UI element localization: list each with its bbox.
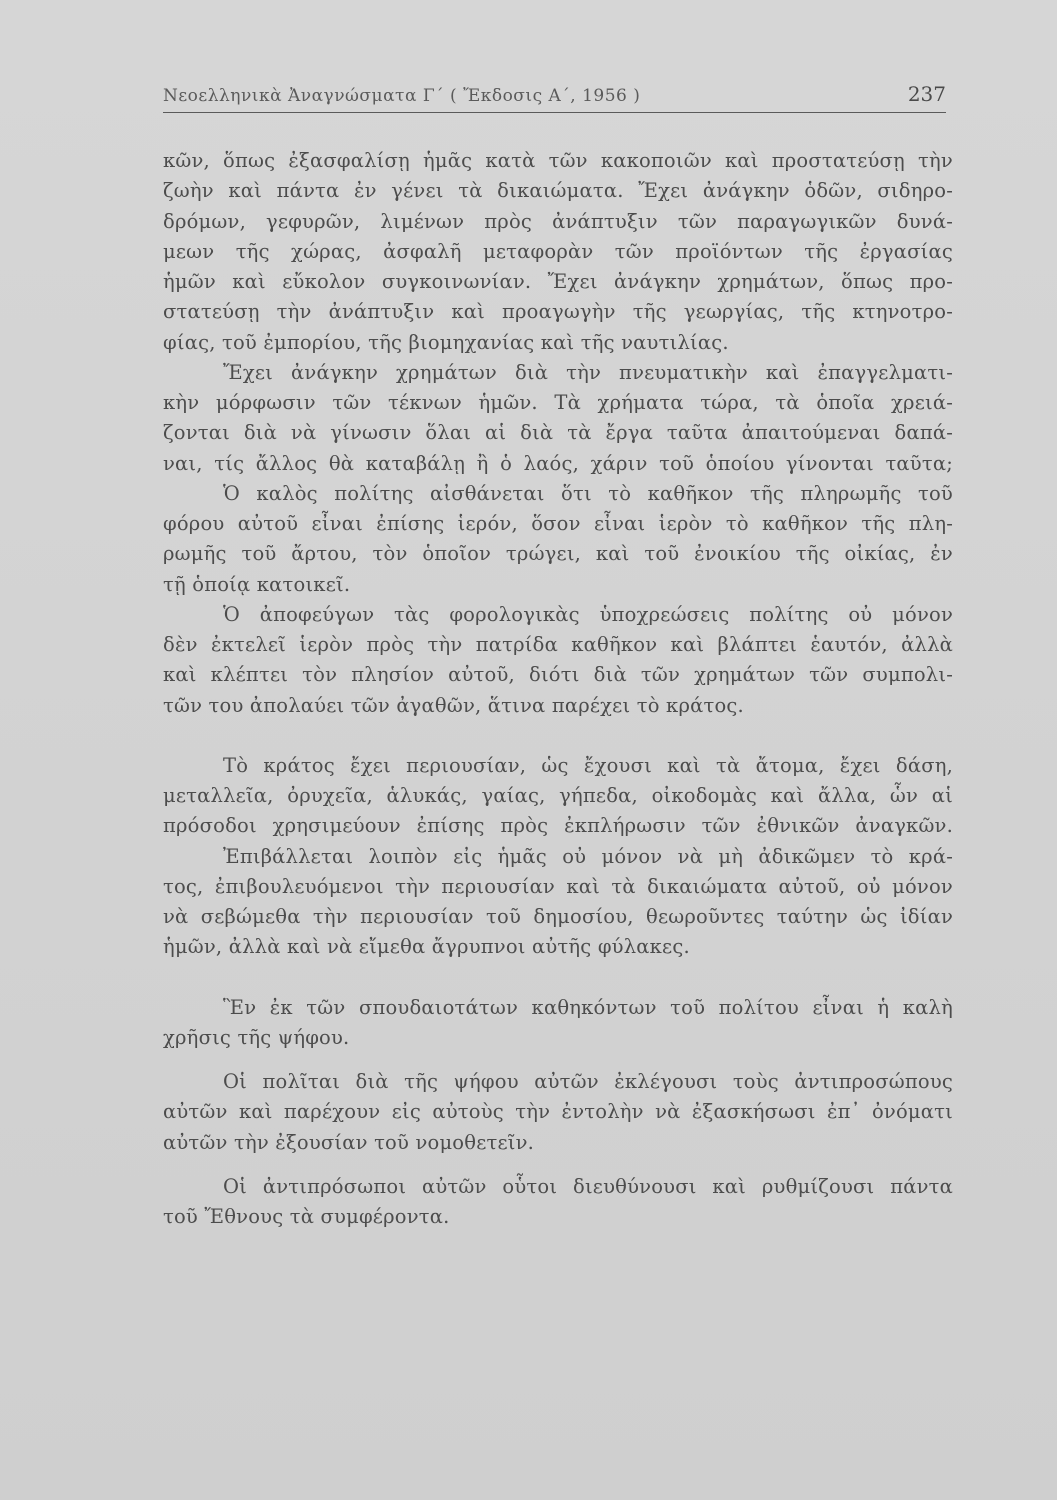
text-line: Ἔχει ἀνάγκην χρημάτων διὰ τὴν πνευματικὴν καὶ ἐπαγγελματι- [223, 360, 953, 384]
text-line: Οἱ πολῖται διὰ τῆς ψήφου αὐτῶν ἐκλέγουσι τοὺς ἀντιπροσώπους [223, 1070, 953, 1093]
text-line: πρόσοδοι χρησιμεύουν ἐπίσης πρὸς ἐκπλήρωσιν τῶν ἐθνικῶν ἀναγκῶν. [163, 814, 953, 838]
text-line: νὰ σεβώμεθα τὴν περιουσίαν τοῦ δημοσίου, θεωροῦντες ταύτην ὡς ἰδίαν [163, 905, 953, 928]
text-line: ζονται διὰ νὰ γίνωσιν ὅλαι αἱ διὰ τὰ ἔργα ταῦτα ἀπαιτούμεναι δαπά- [163, 421, 953, 445]
text-line: τῶν του ἀπολαύει τῶν ἀγαθῶν, ἅτινα παρέχει τὸ κράτος. [163, 693, 744, 717]
text-line: ἡμῶν, ἀλλὰ καὶ νὰ εἴμεθα ἄγρυπνοι αὐτῆς φύλακες. [163, 935, 690, 959]
text-line: ζωὴν καὶ πάντα ἐν γένει τὰ δικαιώματα. Ἔχει ἀνάγκην ὁδῶν, σιδηρο- [163, 179, 953, 203]
paragraph [163, 479, 953, 600]
text-line: Ὁ ἀποφεύγων τὰς φορολογικὰς ὑποχρεώσεις πολίτης οὐ μόνον [223, 602, 953, 626]
text-line: κῶν, ὅπως ἐξασφαλίσῃ ἡμᾶς κατὰ τῶν κακοποιῶν καὶ προστατεύσῃ τὴν [163, 149, 953, 172]
text-line: δὲν ἐκτελεῖ ἱερὸν πρὸς τὴν πατρίδα καθῆκον καὶ βλάπτει ἑαυτόν, ἀλλὰ [163, 633, 953, 656]
paragraph [163, 358, 953, 479]
text-line: Ἐπιβάλλεται λοιπὸν εἰς ἡμᾶς οὐ μόνον νὰ μὴ ἀδικῶμεν τὸ κρά- [223, 844, 953, 868]
paragraph [163, 600, 953, 721]
text-line: μεων τῆς χώρας, ἀσφαλῆ μεταφορὰν τῶν προϊόντων τῆς ἐργασίας [163, 239, 953, 263]
text-line: Ἓν ἐκ τῶν σπουδαιοτάτων καθηκόντων τοῦ πολίτου εἶναι ἡ καλὴ [223, 995, 953, 1019]
text-line: ρωμῆς τοῦ ἄρτου, τὸν ὁποῖον τρώγει, καὶ τοῦ ἐνοικίου τῆς οἰκίας, ἐν [163, 542, 953, 566]
text-line: τῇ ὁποίᾳ κατοικεῖ. [163, 572, 351, 596]
text-line: ἡμῶν καὶ εὔκολον συγκοινωνίαν. Ἔχει ἀνάγκην χρημάτων, ὅπως προ- [163, 270, 953, 293]
paragraph [163, 1067, 953, 1158]
text-line: τοῦ Ἔθνους τὰ συμφέροντα. [163, 1205, 450, 1228]
text-line: μεταλλεῖα, ὀρυχεῖα, ἁλυκάς, γαίας, γήπεδα, οἰκοδομὰς καὶ ἄλλα, ὧν αἱ [163, 784, 953, 807]
text-line: Ὁ καλὸς πολίτης αἰσθάνεται ὅτι τὸ καθῆκον τῆς πληρωμῆς τοῦ [223, 481, 953, 505]
body-text [163, 146, 953, 1232]
text-line: κὴν μόρφωσιν τῶν τέκνων ἡμῶν. Τὰ χρήματα τώρα, τὰ ὁποῖα χρειά- [163, 391, 953, 414]
text-line: Τὸ κράτος ἔχει περιουσίαν, ὡς ἔχουσι καὶ τὰ ἄτομα, ἔχει δάση, [223, 753, 953, 777]
text-line: χρῆσις τῆς ψήφου. [163, 1025, 350, 1049]
header-title: Νεοελληνικὰ Ἀναγνώσματα Γ΄ ( Ἔκδοσις Α΄, 1956 ) [163, 86, 641, 106]
text-line: καὶ κλέπτει τὸν πλησίον αὐτοῦ, διότι διὰ τῶν χρημάτων τῶν συμπολι- [163, 663, 953, 687]
running-header [163, 82, 946, 113]
text-line: στατεύσῃ τὴν ἀνάπτυξιν καὶ προαγωγὴν τῆς γεωργίας, τῆς κτηνοτρο- [163, 300, 953, 324]
text-line: τος, ἐπιβουλευόμενοι τὴν περιουσίαν καὶ τὰ δικαιώματα αὐτοῦ, οὐ μόνον [163, 874, 953, 898]
text-line: φόρου αὐτοῦ εἶναι ἐπίσης ἱερόν, ὅσον εἶναι ἱερὸν τὸ καθῆκον τῆς πλη- [163, 512, 953, 535]
section-gap [163, 1158, 953, 1172]
text-line: δρόμων, γεφυρῶν, λιμένων πρὸς ἀνάπτυξιν τῶν παραγωγικῶν δυνά- [163, 209, 953, 233]
text-line: αὐτῶν καὶ παρέχουν εἰς αὐτοὺς τὴν ἐντολὴν νὰ ἐξασκήσωσι ἐπ᾿ ὀνόματι [163, 1100, 953, 1124]
text-line: ναι, τίς ἄλλος θὰ καταβάλῃ ἢ ὁ λαός, χάριν τοῦ ὁποίου γίνονται ταῦτα; [163, 451, 953, 475]
section-gap [163, 963, 953, 993]
paragraph [163, 751, 953, 842]
text-line: Οἱ ἀντιπρόσωποι αὐτῶν οὗτοι διευθύνουσι καὶ ρυθμίζουσι πάντα [223, 1174, 953, 1198]
text-line: αὐτῶν τὴν ἐξουσίαν τοῦ νομοθετεῖν. [163, 1130, 535, 1154]
paragraph [163, 146, 953, 358]
text-line: φίας, τοῦ ἐμπορίου, τῆς βιομηχανίας καὶ τῆς ναυτιλίας. [163, 330, 729, 354]
paragraph [163, 1172, 953, 1233]
section-gap [163, 1053, 953, 1067]
page-number: 237 [907, 82, 946, 106]
section-gap [163, 721, 953, 751]
paragraph [163, 842, 953, 963]
paragraph [163, 993, 953, 1054]
